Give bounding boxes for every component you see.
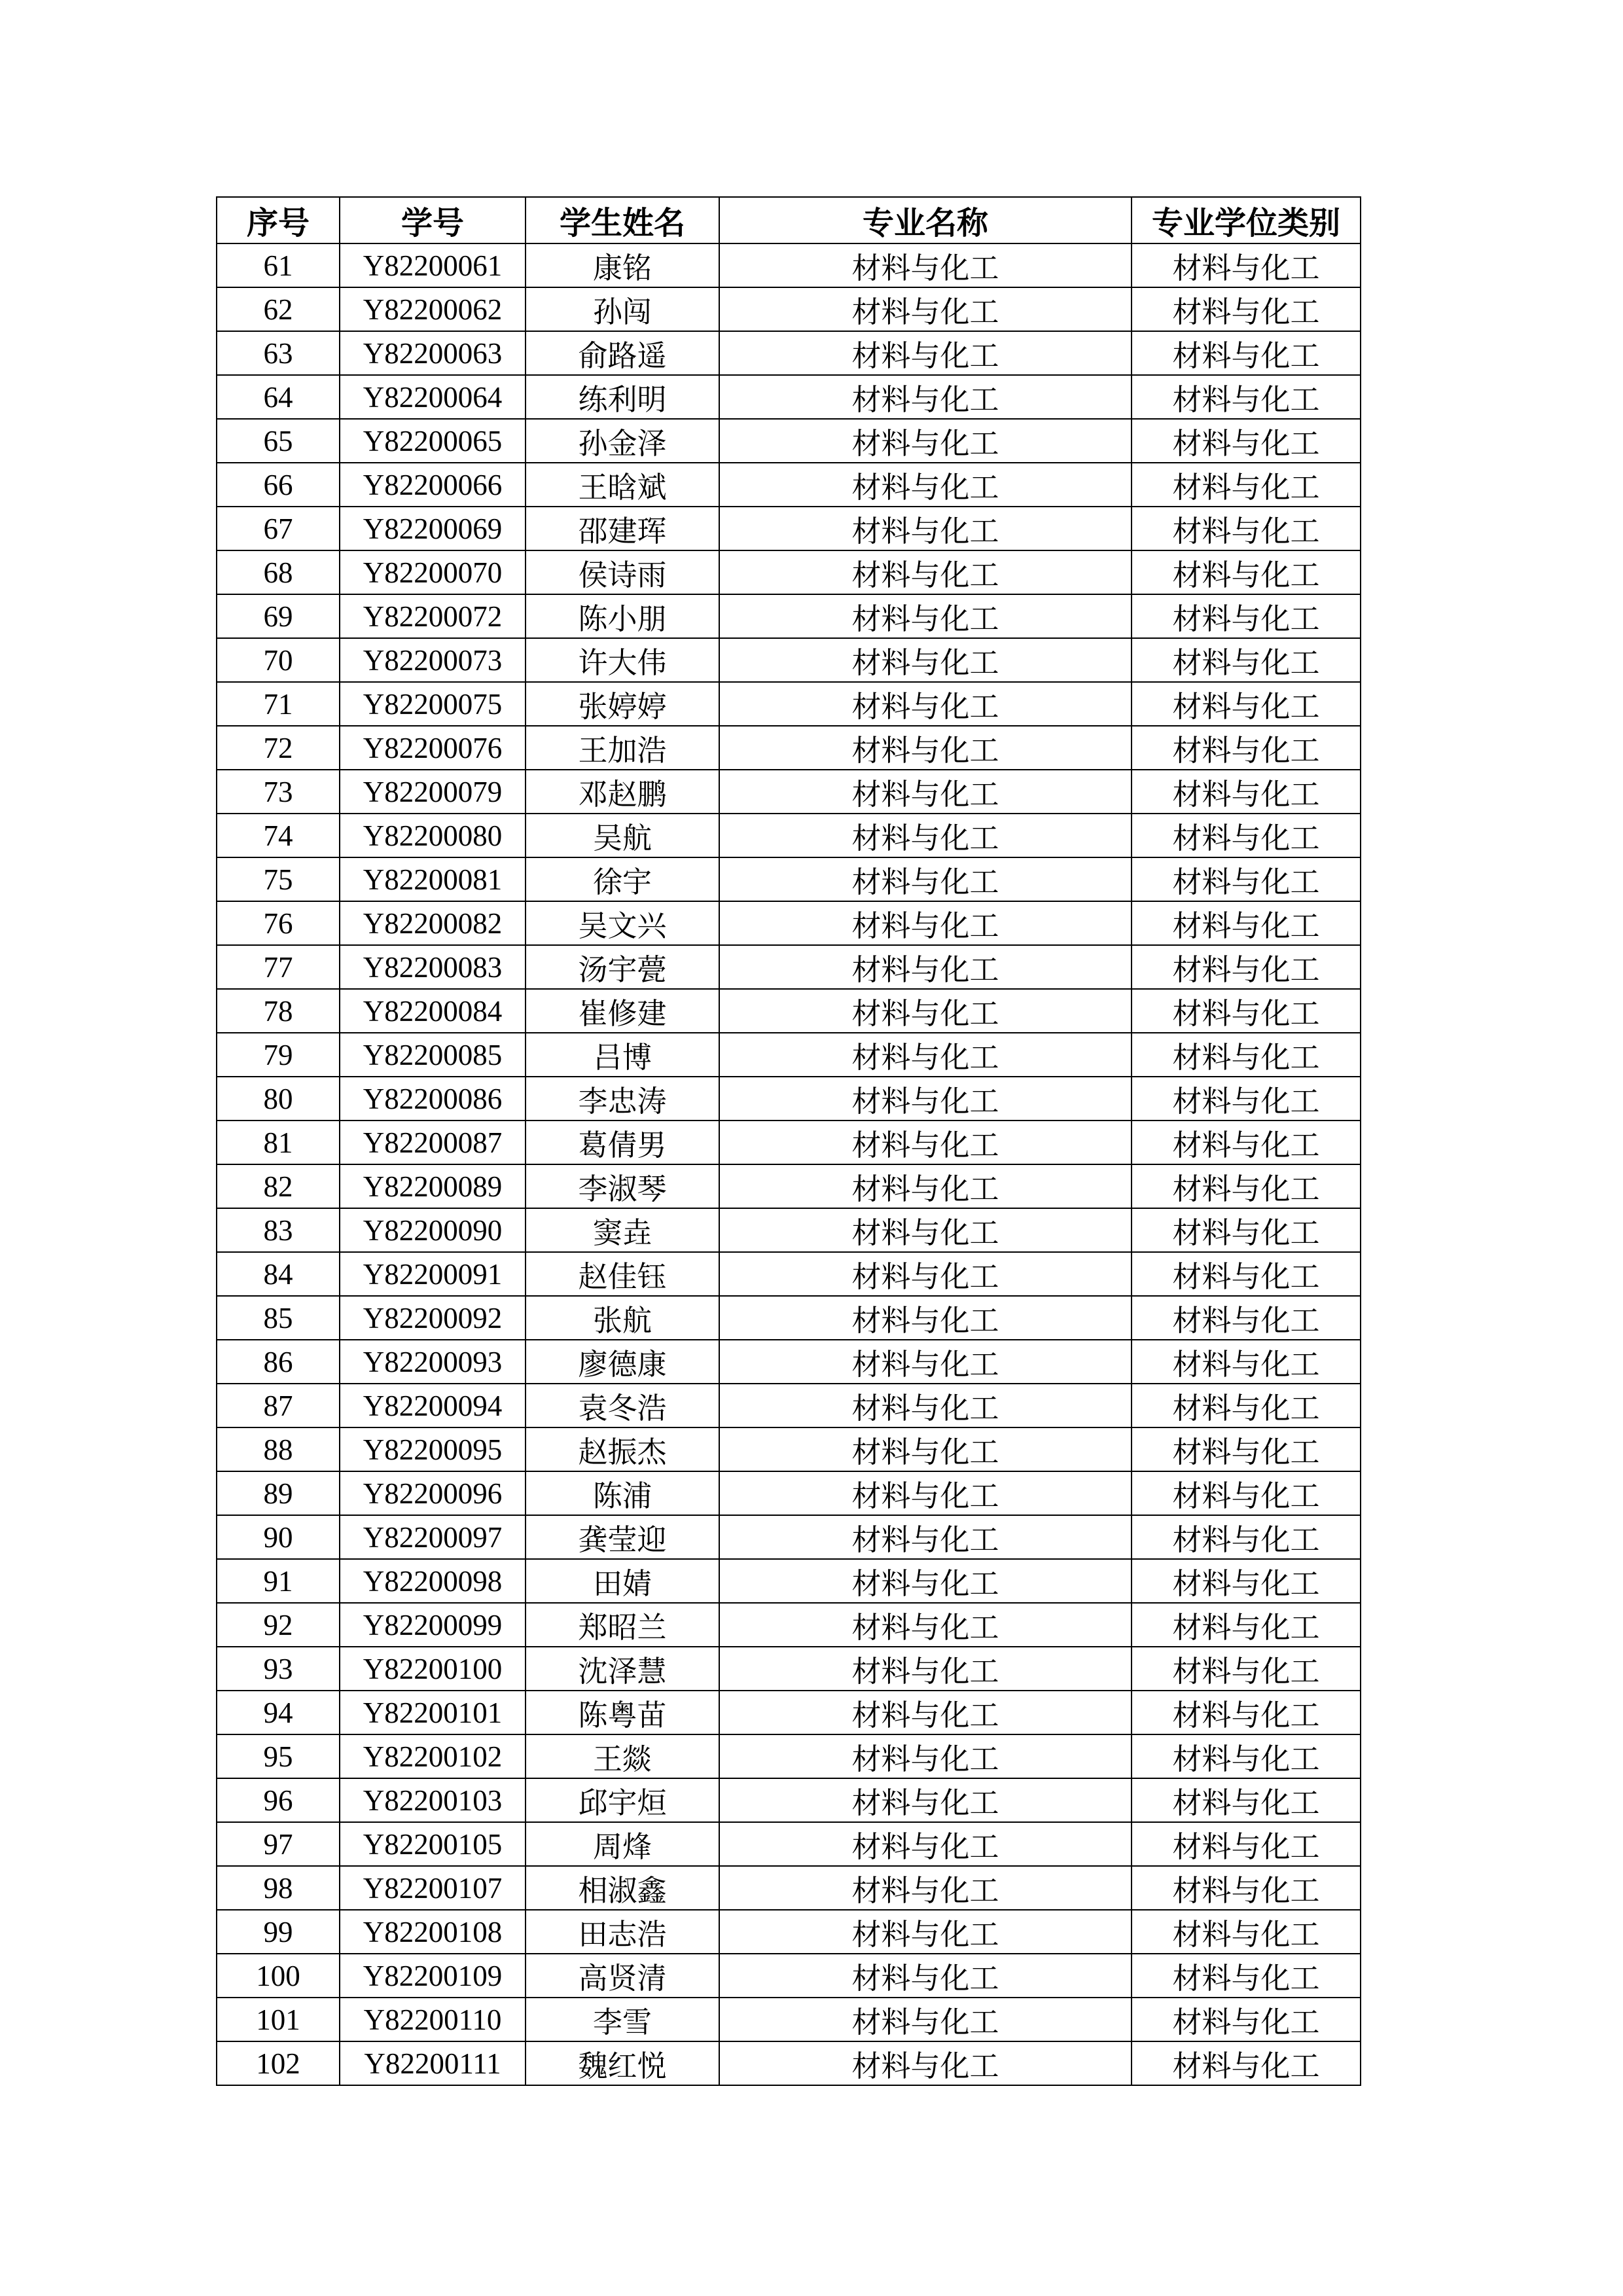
cell-major-name: 材料与化工 [719,1734,1132,1778]
cell-index: 68 [217,550,340,594]
cell-degree-category: 材料与化工 [1132,243,1361,287]
cell-degree-category: 材料与化工 [1132,419,1361,463]
cell-student-id: Y82200073 [340,638,526,682]
cell-index: 86 [217,1340,340,1384]
table-row [217,1121,1361,1164]
cell-index: 72 [217,726,340,770]
table-row [217,1296,1361,1340]
table-row [217,770,1361,814]
cell-student-name: 王燚 [526,1734,719,1778]
cell-degree-category: 材料与化工 [1132,1559,1361,1603]
cell-student-id: Y82200064 [340,375,526,419]
cell-student-name: 周烽 [526,1822,719,1866]
table-row [217,857,1361,901]
cell-major-name: 材料与化工 [719,1778,1132,1822]
cell-major-name: 材料与化工 [719,1164,1132,1208]
cell-index: 92 [217,1603,340,1647]
cell-student-name: 陈粤苗 [526,1691,719,1734]
cell-major-name: 材料与化工 [719,1252,1132,1296]
table-row [217,331,1361,375]
table-row [217,1603,1361,1647]
cell-student-name: 邵建珲 [526,507,719,550]
header-major-name: 专业名称 [719,197,1132,243]
cell-student-name: 郑昭兰 [526,1603,719,1647]
cell-student-name: 葛倩男 [526,1121,719,1164]
cell-student-id: Y82200081 [340,857,526,901]
cell-student-id: Y82200089 [340,1164,526,1208]
cell-degree-category: 材料与化工 [1132,375,1361,419]
cell-index: 78 [217,989,340,1033]
table-row [217,1866,1361,1910]
cell-student-id: Y82200101 [340,1691,526,1734]
cell-student-name: 袁冬浩 [526,1384,719,1427]
cell-student-id: Y82200075 [340,682,526,726]
cell-major-name: 材料与化工 [719,726,1132,770]
cell-degree-category: 材料与化工 [1132,989,1361,1033]
table-row [217,901,1361,945]
cell-degree-category: 材料与化工 [1132,2041,1361,2085]
cell-index: 79 [217,1033,340,1077]
cell-degree-category: 材料与化工 [1132,1252,1361,1296]
cell-index: 84 [217,1252,340,1296]
cell-index: 91 [217,1559,340,1603]
table-row [217,1734,1361,1778]
cell-index: 89 [217,1471,340,1515]
cell-index: 82 [217,1164,340,1208]
table-row [217,1340,1361,1384]
cell-student-name: 孙闯 [526,287,719,331]
cell-student-name: 汤宇甍 [526,945,719,989]
cell-degree-category: 材料与化工 [1132,1471,1361,1515]
cell-index: 99 [217,1910,340,1954]
cell-major-name: 材料与化工 [719,1121,1132,1164]
cell-major-name: 材料与化工 [719,1296,1132,1340]
cell-major-name: 材料与化工 [719,770,1132,814]
cell-major-name: 材料与化工 [719,287,1132,331]
cell-student-id: Y82200062 [340,287,526,331]
student-table [216,196,1361,2086]
cell-student-name: 李雪 [526,1998,719,2041]
cell-index: 93 [217,1647,340,1691]
table-row [217,287,1361,331]
header-student-name: 学生姓名 [526,197,719,243]
cell-student-name: 王加浩 [526,726,719,770]
cell-major-name: 材料与化工 [719,1866,1132,1910]
cell-index: 94 [217,1691,340,1734]
cell-index: 85 [217,1296,340,1340]
cell-student-id: Y82200070 [340,550,526,594]
table-row [217,1033,1361,1077]
cell-index: 65 [217,419,340,463]
cell-major-name: 材料与化工 [719,375,1132,419]
cell-index: 63 [217,331,340,375]
cell-student-name: 陈浦 [526,1471,719,1515]
cell-degree-category: 材料与化工 [1132,1296,1361,1340]
cell-student-id: Y82200109 [340,1954,526,1998]
cell-index: 101 [217,1998,340,2041]
cell-student-name: 赵佳钰 [526,1252,719,1296]
cell-student-id: Y82200069 [340,507,526,550]
cell-index: 66 [217,463,340,507]
table-row [217,682,1361,726]
cell-degree-category: 材料与化工 [1132,1208,1361,1252]
cell-index: 96 [217,1778,340,1822]
cell-index: 69 [217,594,340,638]
table-row [217,594,1361,638]
cell-degree-category: 材料与化工 [1132,1998,1361,2041]
cell-degree-category: 材料与化工 [1132,1164,1361,1208]
cell-major-name: 材料与化工 [719,989,1132,1033]
cell-student-id: Y82200072 [340,594,526,638]
cell-major-name: 材料与化工 [719,1208,1132,1252]
cell-student-name: 徐宇 [526,857,719,901]
table-row [217,1208,1361,1252]
cell-student-name: 康铭 [526,243,719,287]
cell-student-name: 王晗斌 [526,463,719,507]
cell-major-name: 材料与化工 [719,1822,1132,1866]
cell-major-name: 材料与化工 [719,331,1132,375]
cell-degree-category: 材料与化工 [1132,1691,1361,1734]
table-row [217,1559,1361,1603]
cell-index: 62 [217,287,340,331]
table-row [217,243,1361,287]
cell-major-name: 材料与化工 [719,243,1132,287]
cell-student-name: 田婧 [526,1559,719,1603]
header-index: 序号 [217,197,340,243]
cell-degree-category: 材料与化工 [1132,287,1361,331]
cell-student-id: Y82200093 [340,1340,526,1384]
cell-student-id: Y82200084 [340,989,526,1033]
cell-student-id: Y82200096 [340,1471,526,1515]
cell-major-name: 材料与化工 [719,945,1132,989]
table-row [217,1691,1361,1734]
cell-student-name: 相淑鑫 [526,1866,719,1910]
cell-index: 77 [217,945,340,989]
cell-degree-category: 材料与化工 [1132,1910,1361,1954]
cell-student-id: Y82200108 [340,1910,526,1954]
cell-major-name: 材料与化工 [719,1340,1132,1384]
table-row [217,989,1361,1033]
table-row [217,1778,1361,1822]
cell-major-name: 材料与化工 [719,1998,1132,2041]
cell-student-id: Y82200085 [340,1033,526,1077]
cell-student-name: 魏红悦 [526,2041,719,2085]
cell-student-name: 窦垚 [526,1208,719,1252]
cell-degree-category: 材料与化工 [1132,1734,1361,1778]
cell-degree-category: 材料与化工 [1132,638,1361,682]
cell-student-name: 吕博 [526,1033,719,1077]
cell-major-name: 材料与化工 [719,1427,1132,1471]
cell-index: 102 [217,2041,340,2085]
table-row [217,1954,1361,1998]
cell-student-name: 赵振杰 [526,1427,719,1471]
table-row [217,638,1361,682]
cell-student-name: 张航 [526,1296,719,1340]
cell-index: 98 [217,1866,340,1910]
cell-index: 100 [217,1954,340,1998]
cell-student-id: Y82200094 [340,1384,526,1427]
cell-student-name: 陈小朋 [526,594,719,638]
cell-degree-category: 材料与化工 [1132,1077,1361,1121]
cell-major-name: 材料与化工 [719,550,1132,594]
cell-student-id: Y82200092 [340,1296,526,1340]
table-row [217,1252,1361,1296]
cell-student-id: Y82200111 [340,2041,526,2085]
table-row [217,1910,1361,1954]
cell-degree-category: 材料与化工 [1132,945,1361,989]
cell-index: 81 [217,1121,340,1164]
cell-major-name: 材料与化工 [719,901,1132,945]
cell-student-id: Y82200103 [340,1778,526,1822]
cell-degree-category: 材料与化工 [1132,331,1361,375]
header-student-id: 学号 [340,197,526,243]
cell-student-name: 孙金泽 [526,419,719,463]
cell-index: 90 [217,1515,340,1559]
cell-index: 83 [217,1208,340,1252]
cell-degree-category: 材料与化工 [1132,507,1361,550]
cell-student-name: 邱宇烜 [526,1778,719,1822]
cell-degree-category: 材料与化工 [1132,1515,1361,1559]
cell-index: 95 [217,1734,340,1778]
student-list-sheet [216,196,1361,2086]
table-row [217,463,1361,507]
cell-major-name: 材料与化工 [719,1077,1132,1121]
cell-index: 75 [217,857,340,901]
cell-degree-category: 材料与化工 [1132,1603,1361,1647]
cell-major-name: 材料与化工 [719,1559,1132,1603]
cell-degree-category: 材料与化工 [1132,814,1361,857]
cell-major-name: 材料与化工 [719,463,1132,507]
cell-student-name: 张婷婷 [526,682,719,726]
cell-degree-category: 材料与化工 [1132,770,1361,814]
cell-student-id: Y82200100 [340,1647,526,1691]
cell-index: 73 [217,770,340,814]
cell-student-name: 崔修建 [526,989,719,1033]
cell-index: 74 [217,814,340,857]
table-row [217,507,1361,550]
cell-student-id: Y82200082 [340,901,526,945]
cell-degree-category: 材料与化工 [1132,1340,1361,1384]
cell-student-id: Y82200086 [340,1077,526,1121]
cell-index: 76 [217,901,340,945]
table-row [217,945,1361,989]
cell-student-name: 吴航 [526,814,719,857]
cell-student-name: 廖德康 [526,1340,719,1384]
cell-index: 97 [217,1822,340,1866]
cell-student-id: Y82200099 [340,1603,526,1647]
table-row [217,1077,1361,1121]
table-header-row [217,197,1361,243]
cell-degree-category: 材料与化工 [1132,1647,1361,1691]
cell-student-id: Y82200080 [340,814,526,857]
cell-major-name: 材料与化工 [719,638,1132,682]
cell-major-name: 材料与化工 [719,1384,1132,1427]
cell-index: 67 [217,507,340,550]
cell-student-id: Y82200091 [340,1252,526,1296]
cell-major-name: 材料与化工 [719,1033,1132,1077]
table-body [217,243,1361,2085]
cell-student-id: Y82200087 [340,1121,526,1164]
cell-major-name: 材料与化工 [719,857,1132,901]
table-row [217,375,1361,419]
cell-student-name: 许大伟 [526,638,719,682]
cell-degree-category: 材料与化工 [1132,463,1361,507]
cell-degree-category: 材料与化工 [1132,682,1361,726]
cell-degree-category: 材料与化工 [1132,1033,1361,1077]
cell-student-id: Y82200061 [340,243,526,287]
table-row [217,1822,1361,1866]
table-row [217,814,1361,857]
cell-student-name: 邓赵鹏 [526,770,719,814]
table-row [217,1515,1361,1559]
cell-degree-category: 材料与化工 [1132,1384,1361,1427]
cell-student-id: Y82200079 [340,770,526,814]
cell-degree-category: 材料与化工 [1132,594,1361,638]
cell-degree-category: 材料与化工 [1132,901,1361,945]
cell-degree-category: 材料与化工 [1132,1778,1361,1822]
cell-student-name: 李忠涛 [526,1077,719,1121]
cell-degree-category: 材料与化工 [1132,550,1361,594]
table-row [217,1471,1361,1515]
cell-major-name: 材料与化工 [719,594,1132,638]
cell-major-name: 材料与化工 [719,682,1132,726]
cell-degree-category: 材料与化工 [1132,1121,1361,1164]
cell-student-name: 侯诗雨 [526,550,719,594]
cell-major-name: 材料与化工 [719,1471,1132,1515]
cell-index: 61 [217,243,340,287]
cell-major-name: 材料与化工 [719,419,1132,463]
cell-student-name: 李淑琴 [526,1164,719,1208]
cell-major-name: 材料与化工 [719,507,1132,550]
cell-student-name: 沈泽慧 [526,1647,719,1691]
cell-student-id: Y82200107 [340,1866,526,1910]
table-row [217,1384,1361,1427]
cell-degree-category: 材料与化工 [1132,857,1361,901]
cell-major-name: 材料与化工 [719,814,1132,857]
cell-student-id: Y82200063 [340,331,526,375]
cell-student-id: Y82200090 [340,1208,526,1252]
cell-major-name: 材料与化工 [719,1515,1132,1559]
cell-major-name: 材料与化工 [719,1647,1132,1691]
cell-major-name: 材料与化工 [719,2041,1132,2085]
cell-student-name: 龚莹迎 [526,1515,719,1559]
cell-major-name: 材料与化工 [719,1691,1132,1734]
cell-index: 88 [217,1427,340,1471]
cell-degree-category: 材料与化工 [1132,1954,1361,1998]
cell-major-name: 材料与化工 [719,1603,1132,1647]
cell-student-name: 田志浩 [526,1910,719,1954]
table-row [217,726,1361,770]
cell-student-id: Y82200097 [340,1515,526,1559]
cell-degree-category: 材料与化工 [1132,726,1361,770]
cell-student-id: Y82200076 [340,726,526,770]
cell-student-id: Y82200098 [340,1559,526,1603]
cell-student-name: 高贤清 [526,1954,719,1998]
cell-student-id: Y82200110 [340,1998,526,2041]
cell-degree-category: 材料与化工 [1132,1822,1361,1866]
table-row [217,419,1361,463]
cell-student-id: Y82200102 [340,1734,526,1778]
cell-student-id: Y82200095 [340,1427,526,1471]
table-row [217,1998,1361,2041]
table-row [217,1164,1361,1208]
cell-student-id: Y82200083 [340,945,526,989]
table-row [217,1647,1361,1691]
cell-major-name: 材料与化工 [719,1910,1132,1954]
cell-student-name: 俞路遥 [526,331,719,375]
cell-index: 64 [217,375,340,419]
cell-degree-category: 材料与化工 [1132,1866,1361,1910]
table-row [217,550,1361,594]
cell-student-id: Y82200065 [340,419,526,463]
cell-student-id: Y82200105 [340,1822,526,1866]
table-row [217,1427,1361,1471]
cell-student-id: Y82200066 [340,463,526,507]
header-degree-category: 专业学位类别 [1132,197,1361,243]
cell-major-name: 材料与化工 [719,1954,1132,1998]
cell-degree-category: 材料与化工 [1132,1427,1361,1471]
table-row [217,2041,1361,2085]
cell-index: 80 [217,1077,340,1121]
cell-student-name: 练利明 [526,375,719,419]
cell-student-name: 吴文兴 [526,901,719,945]
cell-index: 70 [217,638,340,682]
cell-index: 87 [217,1384,340,1427]
cell-index: 71 [217,682,340,726]
